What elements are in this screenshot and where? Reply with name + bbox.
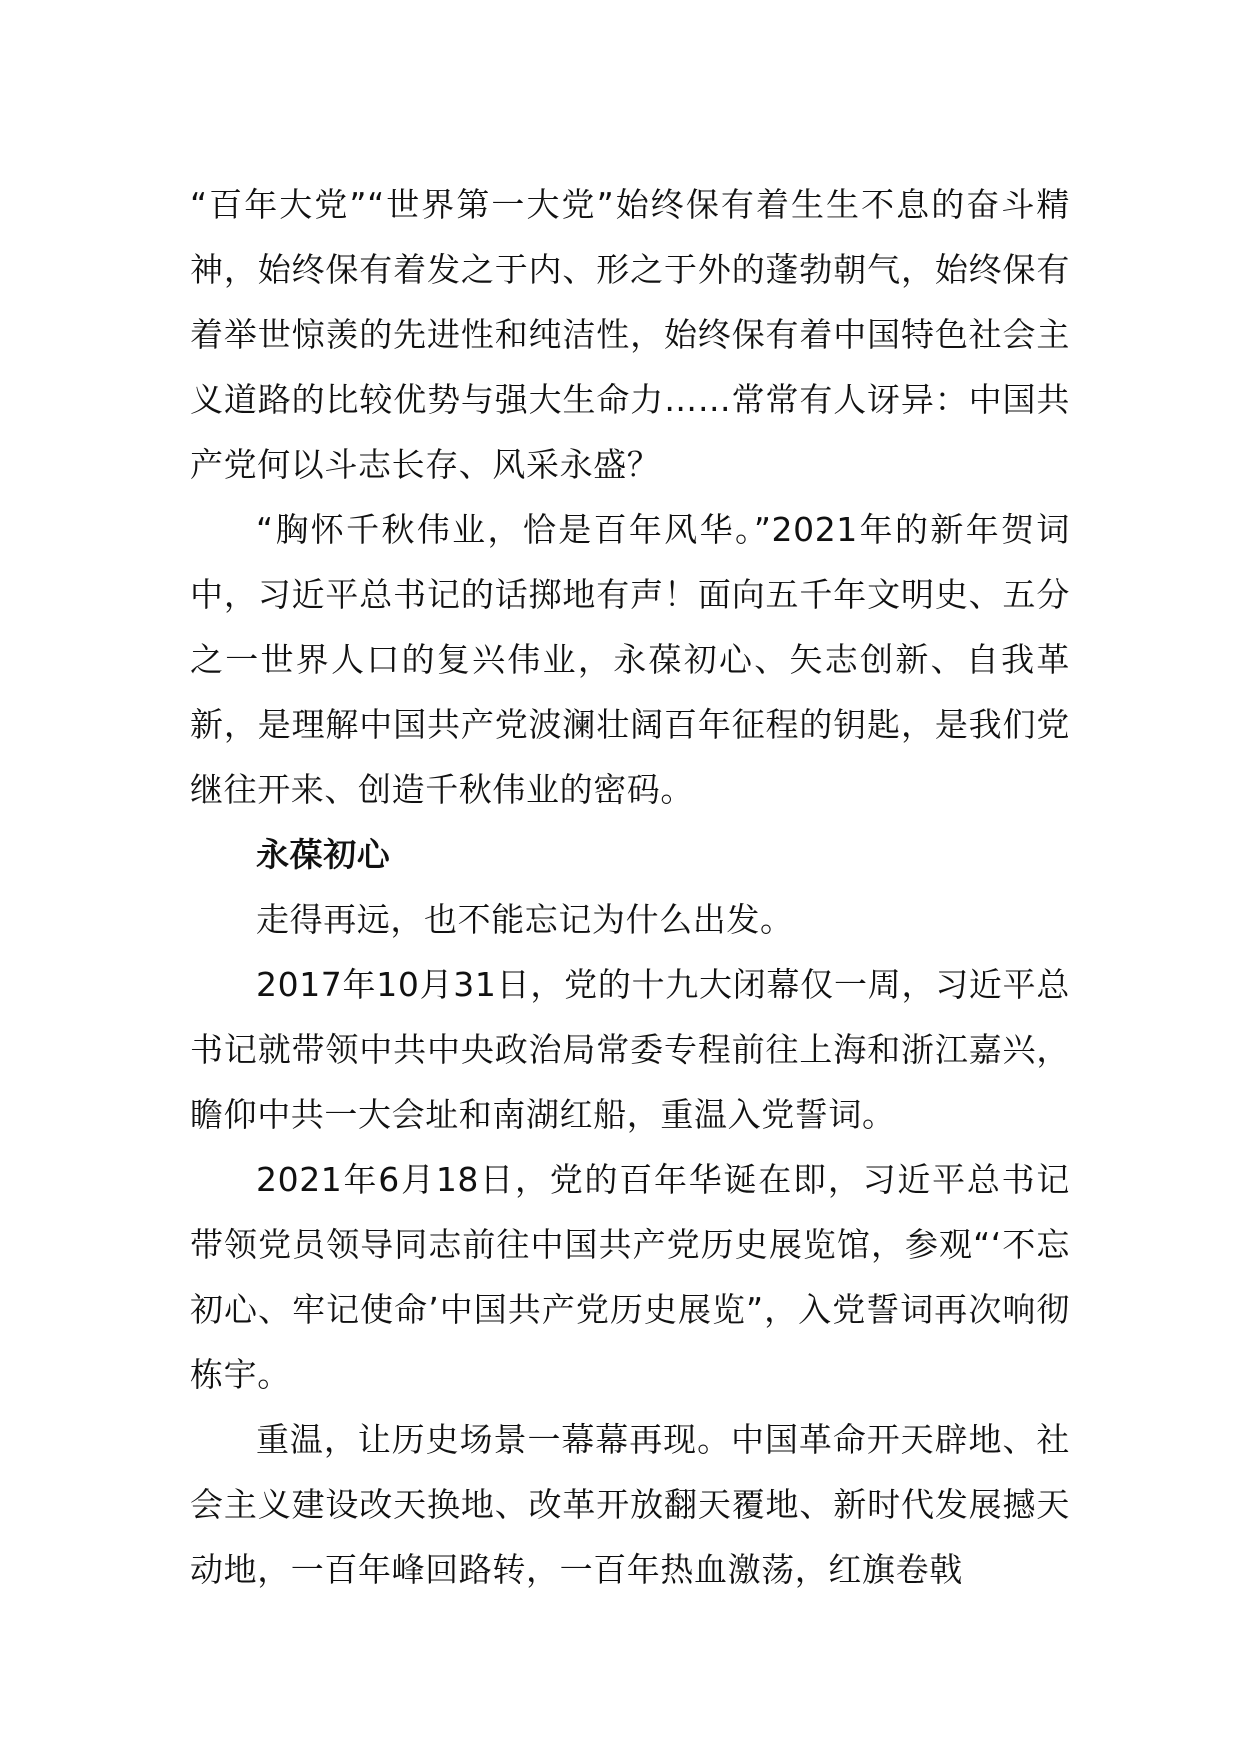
document-body — [190, 172, 1070, 1602]
section-heading: 永葆初心 — [256, 835, 391, 874]
paragraph-remember-why: 走得再远，也不能忘记为什么出发。 — [256, 900, 794, 939]
paragraph-new-year-speech: “胸怀千秋伟业，恰是百年风华。”2021年的新年贺词中，习近平总书记的话掷地有声！面向五千年文明史、五分之一世界人口的复兴伟业，永葆初心、矢志创新、自我革新，是理解中国共产党波澜壮阔百年征程的钥匙，是我们党继往开来、创造千秋伟业的密码。 — [190, 510, 1070, 809]
paragraph-intro: “百年大党”“世界第一大党”始终保有着生生不息的奋斗精神，始终保有着发之于内、形之于外的蓬勃朝气，始终保有着举世惊羡的先进性和纯洁性，始终保有着中国特色社会主义道路的比较优势与强大生命力……常常有人讶异：中国共产党何以斗志长存、风采永盛？ — [190, 185, 1070, 484]
paragraph-2017-visit: 2017年10月31日，党的十九大闭幕仅一周，习近平总书记就带领中共中央政治局常委专程前往上海和浙江嘉兴，瞻仰中共一大会址和南湖红船，重温入党誓词。 — [190, 965, 1070, 1134]
paragraph-history-review: 重温，让历史场景一幕幕再现。中国革命开天辟地、社会主义建设改天换地、改革开放翻天覆地、新时代发展撼天动地，一百年峰回路转，一百年热血激荡，红旗卷戟 — [190, 1420, 1070, 1589]
paragraph-2021-visit: 2021年6月18日，党的百年华诞在即，习近平总书记带领党员领导同志前往中国共产党历史展览馆，参观“‘不忘初心、牢记使命’中国共产党历史展览”，入党誓词再次响彻栋宇。 — [190, 1160, 1070, 1394]
